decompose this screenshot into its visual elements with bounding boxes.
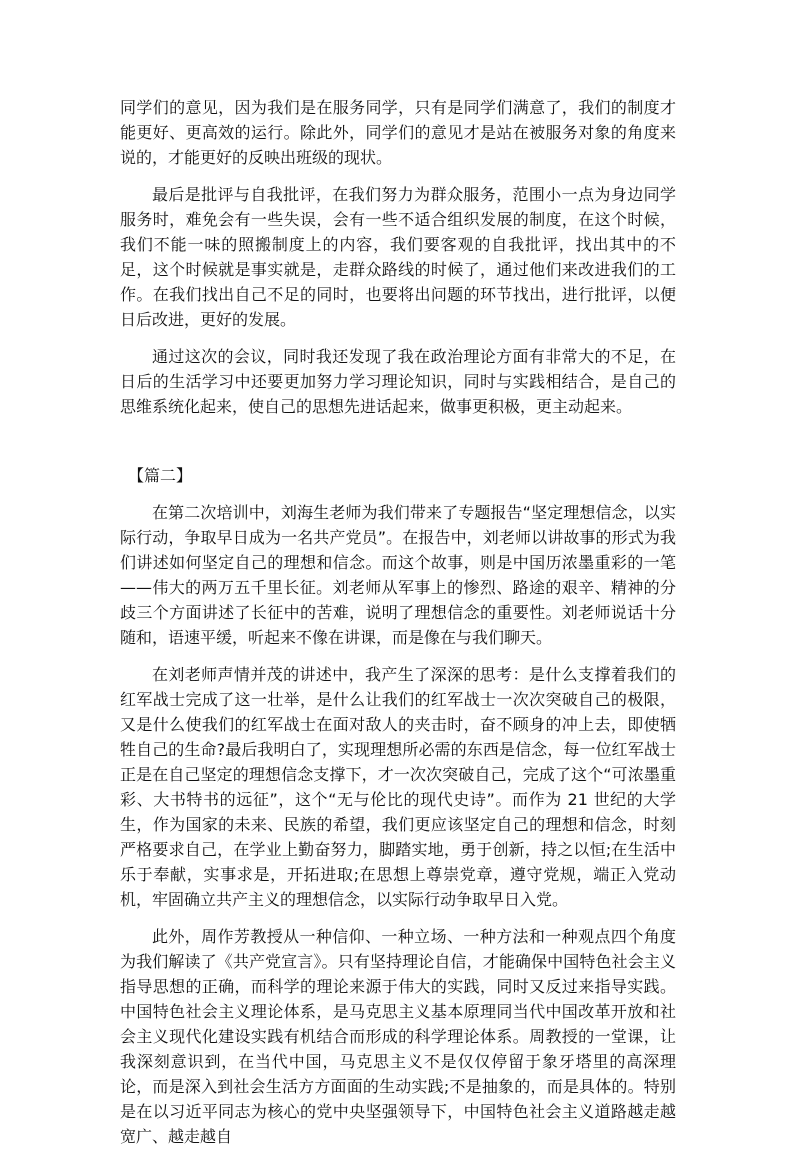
paragraph-2: 最后是批评与自我批评，在我们努力为群众服务，范围小一点为身边同学服务时，难免会有一些失误，会有一些不适合组织发展的制度，在这个时候，我们不能一味的照搬制度上的内容，我们要客观的自我批评，找出其中的不足，这个时候就是事实就是，走群众路线的时候了，通过他们来改进我们的工作。在我们找出自己不足的同时，也要将出问题的环节找出，进行批评，以便日后改进，更好的发展。 — [120, 185, 676, 329]
paragraph-4: 在第二次培训中，刘海生老师为我们带来了专题报告“坚定理想信念，以实际行动，争取早日成为一名共产党员”。在报告中，刘老师以讲故事的形式为我们讲述如何坚定自己的理想和信念。而这个故事，则是中国历浓墨重彩的一笔——伟大的两万五千里长征。刘老师从军事上的惨烈、路途的艰辛、精神的分歧三个方面讲述了长征中的苦难，说明了理想信念的重要性。刘老师说话十分随和，语速平缓，听起来不像在讲课，而是像在与我们聊天。 — [120, 503, 676, 647]
paragraph-1: 同学们的意见，因为我们是在服务同学，只有是同学们满意了，我们的制度才能更好、更高效的运行。除此外，同学们的意见才是站在被服务对象的角度来说的，才能更好的反映出班级的现状。 — [120, 98, 676, 167]
section-spacer — [120, 419, 676, 463]
paragraph-6: 此外，周作芳教授从一种信仰、一种立场、一种方法和一种观点四个角度为我们解读了《共产党宣言》。只有坚持理论自信，才能确保中国特色社会主义指导思想的正确，而科学的理论来源于伟大的实践，同时又反过来指导实践。中国特色社会主义理论体系，是马克思主义基本原理同当代中国改革开放和社会主义现代化建设实践有机结合而形成的科学理论体系。周教授的一堂课，让我深刻意识到，在当代中国，马克思主义不是仅仅停留于象牙塔里的高深理论，而是深入到社会生活方方面面的生动实践;不是抽象的，而是具体的。特别是在以习近平同志为核心的党中央坚强领导下，中国特色社会主义道路越走越宽广、越走越自 — [120, 927, 676, 1146]
document-page — [120, 95, 676, 1149]
section-title: 【篇二】 — [128, 466, 193, 485]
paragraph-3: 通过这次的会议，同时我还发现了我在政治理论方面有非常大的不足，在日后的生活学习中还要更加努力学习理论知识，同时与实践相结合，是自己的思维系统化起来，使自己的思想先进话起来，做事更积极，更主动起来。 — [120, 347, 676, 416]
paragraph-5: 在刘老师声情并茂的讲述中，我产生了深深的思考：是什么支撑着我们的红军战士完成了这一壮举，是什么让我们的红军战士一次次突破自己的极限，又是什么使我们的红军战士在面对敌人的夹击时，奋不顾身的冲上去，即使牺牲自己的生命?最后我明白了，实现理想所必需的东西是信念，每一位红军战士正是在自己坚定的理想信念支撑下，才一次次突破自己，完成了这个“可浓墨重彩、大书特书的远征”，这个“无与伦比的现代史诗”。而作为 21 世纪的大学生，作为国家的未来、民族的希望，我们更应该坚定自己的理想和信念，时刻严格要求自己，在学业上勤奋努力，脚踏实地，勇于创新，持之以恒;在生活中乐于奉献，实事求是，开拓进取;在思想上尊崇党章，遵守党规，端正入党动机，牢固确立共产主义的理想信念，以实际行动争取早日入党。 — [120, 665, 676, 909]
